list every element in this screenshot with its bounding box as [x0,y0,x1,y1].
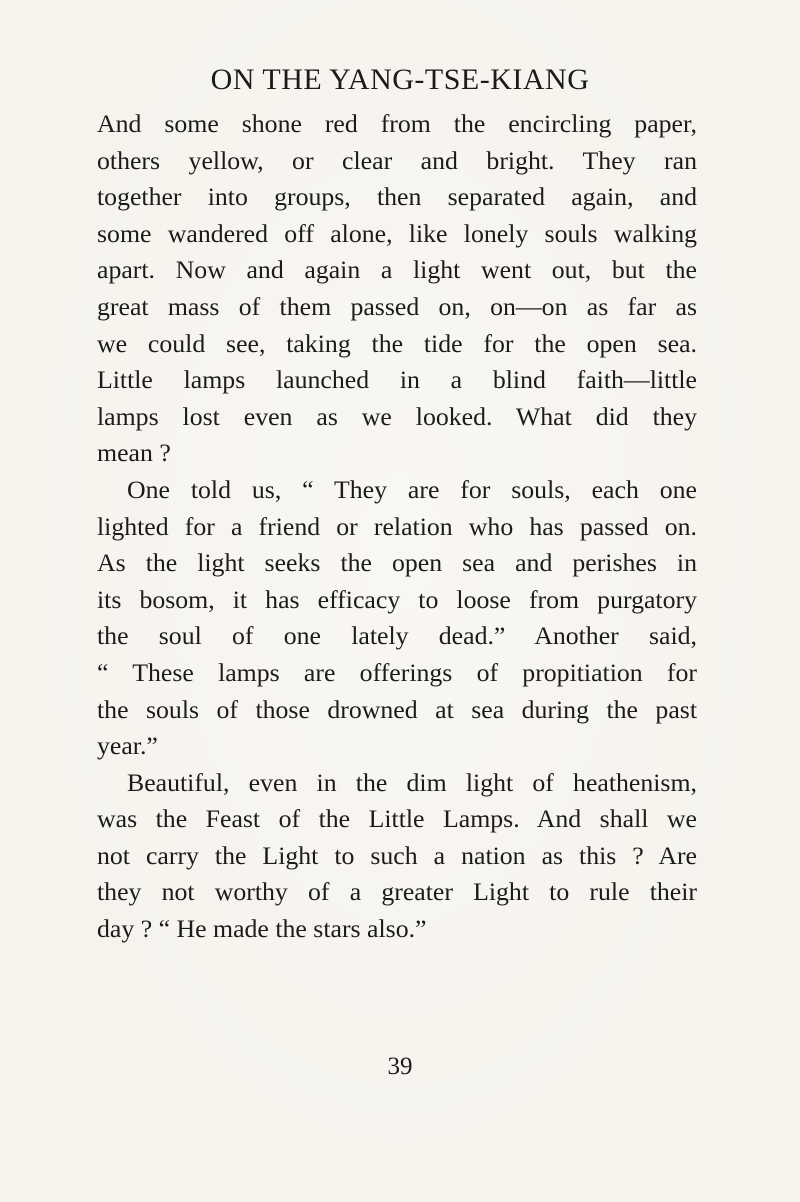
body-text [97,106,697,948]
text-line: And some shone red from the encircling paper, [97,109,697,138]
running-head: ON THE YANG-TSE-KIANG [210,63,590,96]
text-line: some wandered off alone, like lonely souls walking [97,218,697,248]
text-line: together into groups, then separated again, and [97,182,697,212]
text-line: was the Feast of the Little Lamps. And shall we [97,804,697,834]
text-line: Beautiful, even in the dim light of heathenism, [127,767,697,797]
text-line: Little lamps launched in a blind faith—little [97,365,697,395]
text-line: we could see, taking the tide for the open sea. [97,328,697,358]
text-line: day ? “ He made the stars also.” [97,914,427,944]
text-line: not carry the Light to such a nation as this ? Are [97,840,697,870]
text-line: others yellow, or clear and bright. They ran [97,145,697,175]
text-line: they not worthy of a greater Light to rule their [97,877,697,907]
text-line: As the light seeks the open sea and perishes in [97,548,697,578]
page-number: 39 [387,1053,413,1080]
text-line: lighted for a friend or relation who has passed on. [97,511,697,541]
text-line: great mass of them passed on, on—on as far as [97,291,697,321]
text-line: the soul of one lately dead.” Another said, [97,621,697,651]
text-line: apart. Now and again a light went out, but the [97,255,697,285]
text-line: mean ? [97,438,171,468]
text-line: its bosom, it has efficacy to loose from purgatory [97,584,697,614]
text-line: “ These lamps are offerings of propitiation for [97,657,697,687]
text-line: One told us, “ They are for souls, each one [127,474,697,504]
text-line: lamps lost even as we looked. What did they [97,401,697,431]
text-line: year.” [97,731,158,761]
text-line: the souls of those drowned at sea during the past [97,694,697,724]
